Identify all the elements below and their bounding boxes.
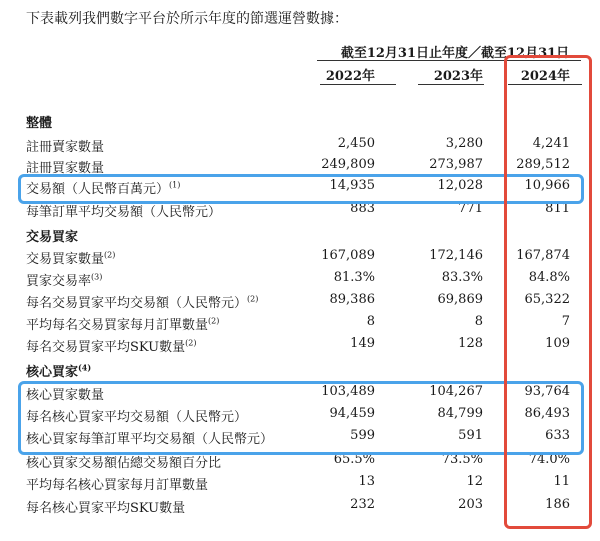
value-cell-2023: 273,987 <box>429 157 483 172</box>
footnote-marker: (4) <box>78 362 92 373</box>
row-label-text: 整體 <box>26 116 53 131</box>
value-cell-2022: 14,935 <box>329 178 375 193</box>
highlight-core-buyers-rows <box>18 381 584 455</box>
value-cell-2024: 289,512 <box>516 157 570 172</box>
value-cell-2024: 633 <box>545 428 570 443</box>
value-cell-2024: 74.0% <box>528 452 570 467</box>
value-cell-2022: 249,809 <box>321 157 375 172</box>
value-cell-2022: 167,089 <box>321 248 375 263</box>
row-label-text: 交易買家數量 <box>26 252 105 267</box>
row-label-text: 平均每名交易買家每月訂單數量 <box>26 318 209 333</box>
row-label <box>26 112 52 131</box>
value-cell-2023: 104,267 <box>429 384 483 399</box>
intro-text: 下表載列我們數字平台於所示年度的節選運營數據： <box>26 11 348 27</box>
footnote-marker: (2) <box>185 338 197 348</box>
value-cell-2022: 65.5% <box>333 452 375 467</box>
value-cell-2022: 232 <box>350 497 375 512</box>
row-label <box>26 136 104 155</box>
value-cell-2023: 203 <box>458 497 483 512</box>
value-cell-2023: 591 <box>458 428 483 443</box>
row-label-text: 核心買家每筆訂單平均交易額（人民幣元） <box>26 432 274 447</box>
value-cell-2024: 86,493 <box>524 406 570 421</box>
value-cell-2024: 4,241 <box>532 136 570 151</box>
row-label-text: 核心買家交易額佔總交易額百分比 <box>26 456 222 471</box>
row-label <box>26 361 91 380</box>
row-label <box>26 248 115 267</box>
row-label <box>26 226 78 245</box>
value-cell-2024: 811 <box>545 201 570 216</box>
footnote-marker: (3) <box>91 272 103 282</box>
row-label <box>26 474 208 493</box>
value-cell-2022: 13 <box>358 474 375 489</box>
row-label <box>26 336 196 355</box>
highlight-gmv-row <box>18 174 584 204</box>
value-cell-2022: 81.3% <box>333 270 375 285</box>
footnote-marker: (1) <box>169 180 181 190</box>
value-cell-2024: 186 <box>545 497 570 512</box>
row-label-text: 交易額（人民幣百萬元） <box>26 182 170 197</box>
footnote-marker: (2) <box>104 250 116 260</box>
value-cell-2023: 3,280 <box>445 136 483 151</box>
value-cell-2022: 89,386 <box>329 292 375 307</box>
row-label-text: 每名核心買家平均交易額（人民幣元） <box>26 410 248 425</box>
value-cell-2024: 84.8% <box>528 270 570 285</box>
value-cell-2024: 167,874 <box>516 248 570 263</box>
period-header: 截至12月31日止年度／截至12月31日 <box>340 46 570 61</box>
row-label-text: 核心買家數量 <box>26 388 105 403</box>
row-label-text: 交易買家 <box>26 230 79 245</box>
year-2023-header: 2023年 <box>433 69 483 84</box>
row-label-text: 註冊賣家數量 <box>26 140 105 155</box>
footnote-marker: (2) <box>208 316 220 326</box>
row-label-text: 註冊買家數量 <box>26 161 105 176</box>
footnote-marker: (2) <box>247 294 259 304</box>
year-2023-underline <box>418 84 484 85</box>
value-cell-2022: 883 <box>350 201 375 216</box>
value-cell-2024: 10,966 <box>524 178 570 193</box>
row-label-text: 核心買家 <box>26 365 79 380</box>
value-cell-2022: 599 <box>350 428 375 443</box>
value-cell-2022: 149 <box>350 336 375 351</box>
value-cell-2024: 93,764 <box>524 384 570 399</box>
value-cell-2024: 109 <box>545 336 570 351</box>
row-label-text: 每名核心買家平均SKU數量 <box>26 501 186 516</box>
row-label <box>26 314 219 333</box>
row-label-text: 平均每名核心買家每月訂單數量 <box>26 478 209 493</box>
value-cell-2023: 771 <box>458 201 483 216</box>
row-label-text: 每名交易買家平均交易額（人民幣元） <box>26 296 248 311</box>
value-cell-2023: 84,799 <box>437 406 483 421</box>
value-cell-2023: 12,028 <box>437 178 483 193</box>
value-cell-2022: 103,489 <box>321 384 375 399</box>
row-label <box>26 497 185 516</box>
row-label-text: 買家交易率 <box>26 274 92 289</box>
value-cell-2024: 7 <box>561 314 570 329</box>
year-2022-underline <box>320 84 396 85</box>
value-cell-2023: 8 <box>474 314 483 329</box>
row-label <box>26 270 102 289</box>
value-cell-2023: 69,869 <box>437 292 483 307</box>
value-cell-2022: 2,450 <box>337 136 375 151</box>
row-label <box>26 292 258 311</box>
value-cell-2024: 11 <box>553 474 570 489</box>
value-cell-2022: 94,459 <box>329 406 375 421</box>
value-cell-2023: 128 <box>458 336 483 351</box>
row-label-text: 每名交易買家平均SKU數量 <box>26 340 186 355</box>
value-cell-2022: 8 <box>366 314 375 329</box>
value-cell-2023: 83.3% <box>441 270 483 285</box>
year-2022-header: 2022年 <box>325 69 375 84</box>
value-cell-2023: 73.5% <box>441 452 483 467</box>
row-label-text: 每筆訂單平均交易額（人民幣元） <box>26 205 222 220</box>
value-cell-2023: 172,146 <box>429 248 483 263</box>
year-2024-header: 2024年 <box>520 69 570 84</box>
value-cell-2024: 65,322 <box>524 292 570 307</box>
highlight-2024-column <box>504 55 592 529</box>
value-cell-2023: 12 <box>466 474 483 489</box>
